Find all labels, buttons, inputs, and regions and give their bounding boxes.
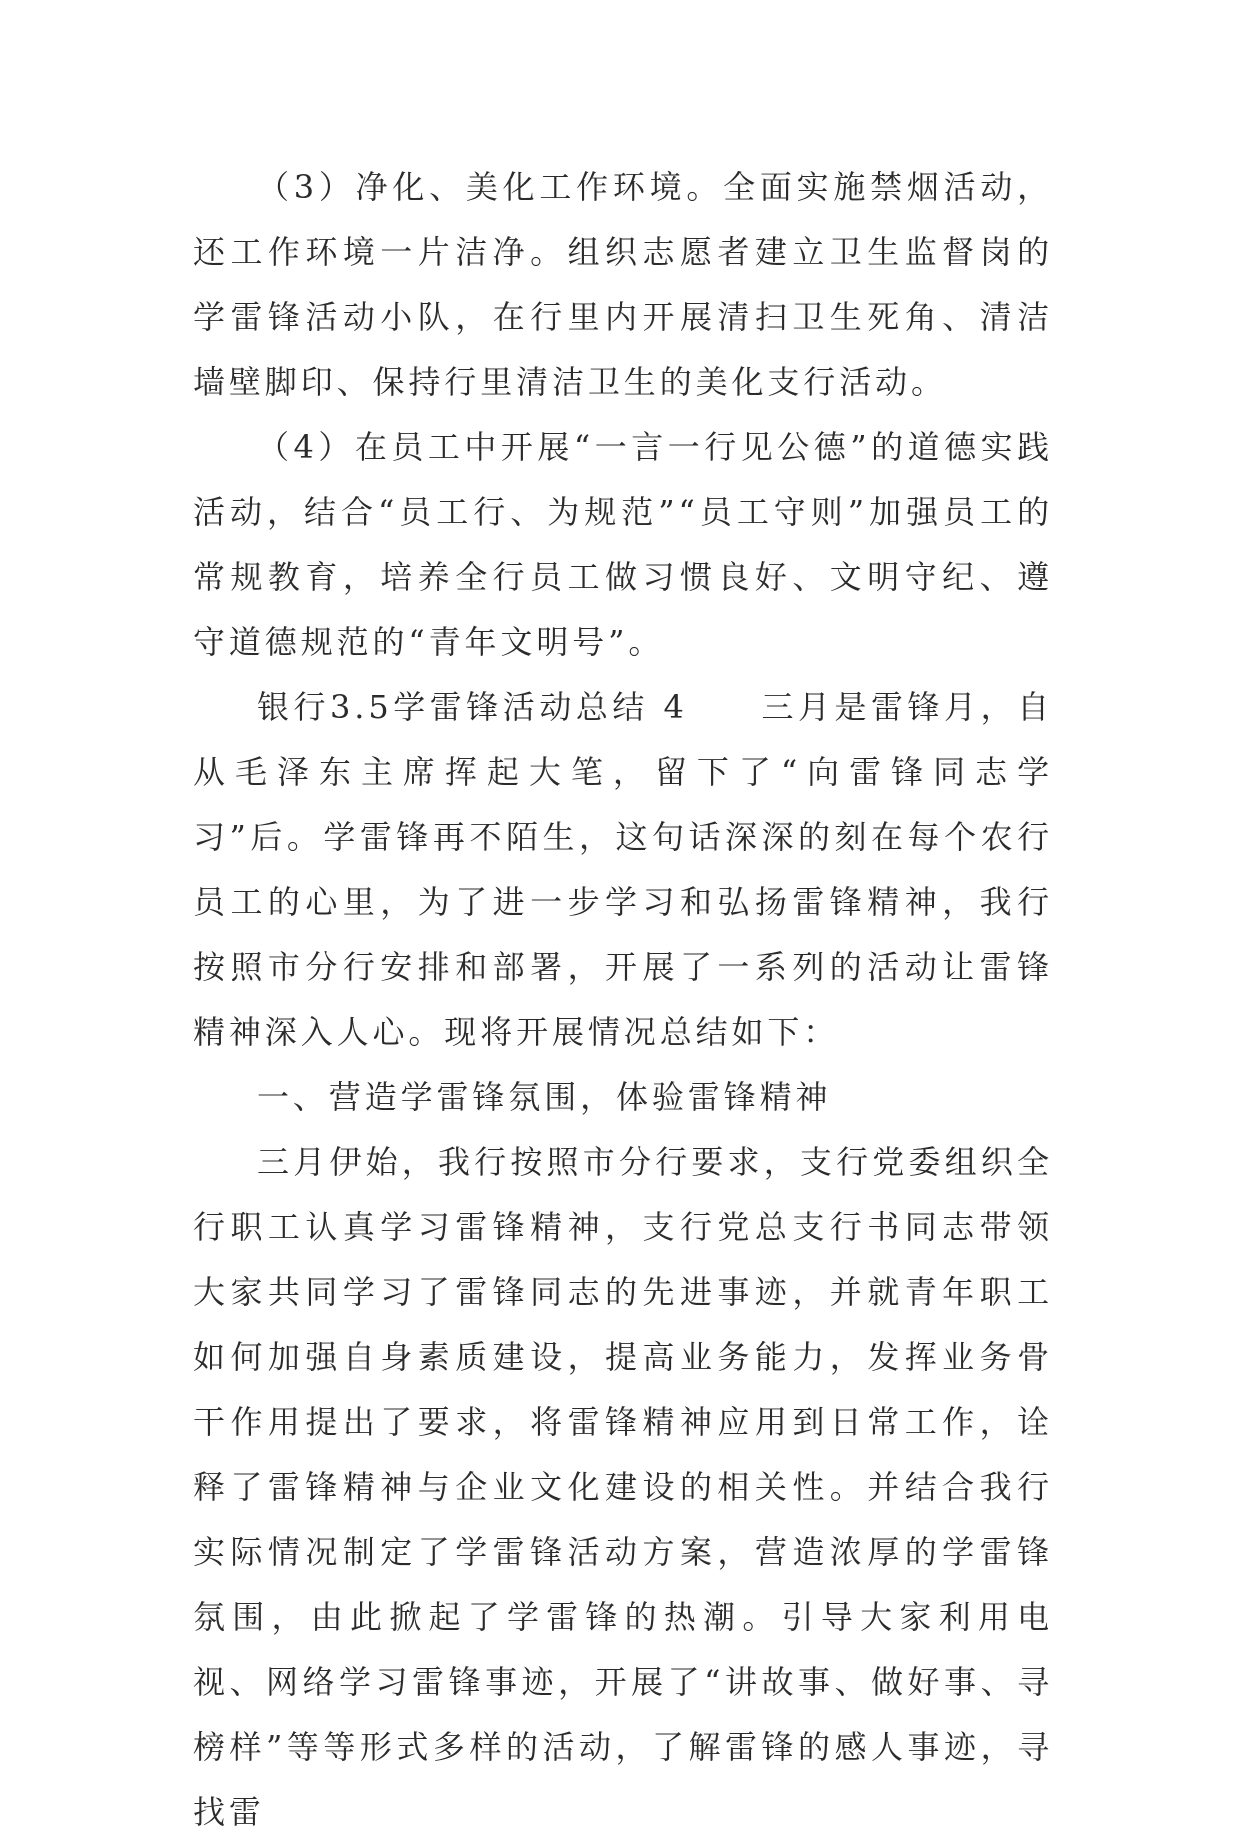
section-heading-1: 一、营造学雷锋氛围，体验雷锋精神 <box>257 1078 832 1116</box>
paragraph-march-activities: 三月伊始，我行按照市分行要求，支行党委组织全行职工认真学习雷锋精神，支行党总支行书同志带领大家共同学习了雷锋同志的先进事迹，并就青年职工如何加强自身素质建设，提高业务能力，发挥业务骨干作用提出了要求，将雷锋精神应用到日常工作，诠释了雷锋精神与企业文化建设的相关性。并结合我行实际情况制定了学雷锋活动方案，营造浓厚的学雷锋氛围，由此掀起了学雷锋的热潮。引导大家利用电视、网络学习雷锋事迹，开展了“讲故事、做好事、寻榜样”等等形式多样的活动，了解雷锋的感人事迹，寻找雷 <box>193 1143 1053 1831</box>
document-body <box>193 155 1053 1845</box>
paragraph-4-morality: （4）在员工中开展“一言一行见公德”的道德实践活动，结合“员工行、为规范”“员工守则”加强员工的常规教育，培养全行员工做习惯良好、文明守纪、遵守道德规范的“青年文明号”。 <box>193 428 1053 661</box>
paragraph-3-environment: （3）净化、美化工作环境。全面实施禁烟活动，还工作环境一片洁净。组织志愿者建立卫生监督岗的学雷锋活动小队，在行里内开展清扫卫生死角、清洁墙壁脚印、保持行里清洁卫生的美化支行活动。 <box>193 168 1053 401</box>
paragraph-summary-intro: 银行3.5学雷锋活动总结 4 三月是雷锋月，自从毛泽东主席挥起大笔，留下了“向雷锋同志学习”后。学雷锋再不陌生，这句话深深的刻在每个农行员工的心里，为了进一步学习和弘扬雷锋精神，我行按照市分行安排和部署，开展了一系列的活动让雷锋精神深入人心。现将开展情况总结如下： <box>193 688 1053 1051</box>
